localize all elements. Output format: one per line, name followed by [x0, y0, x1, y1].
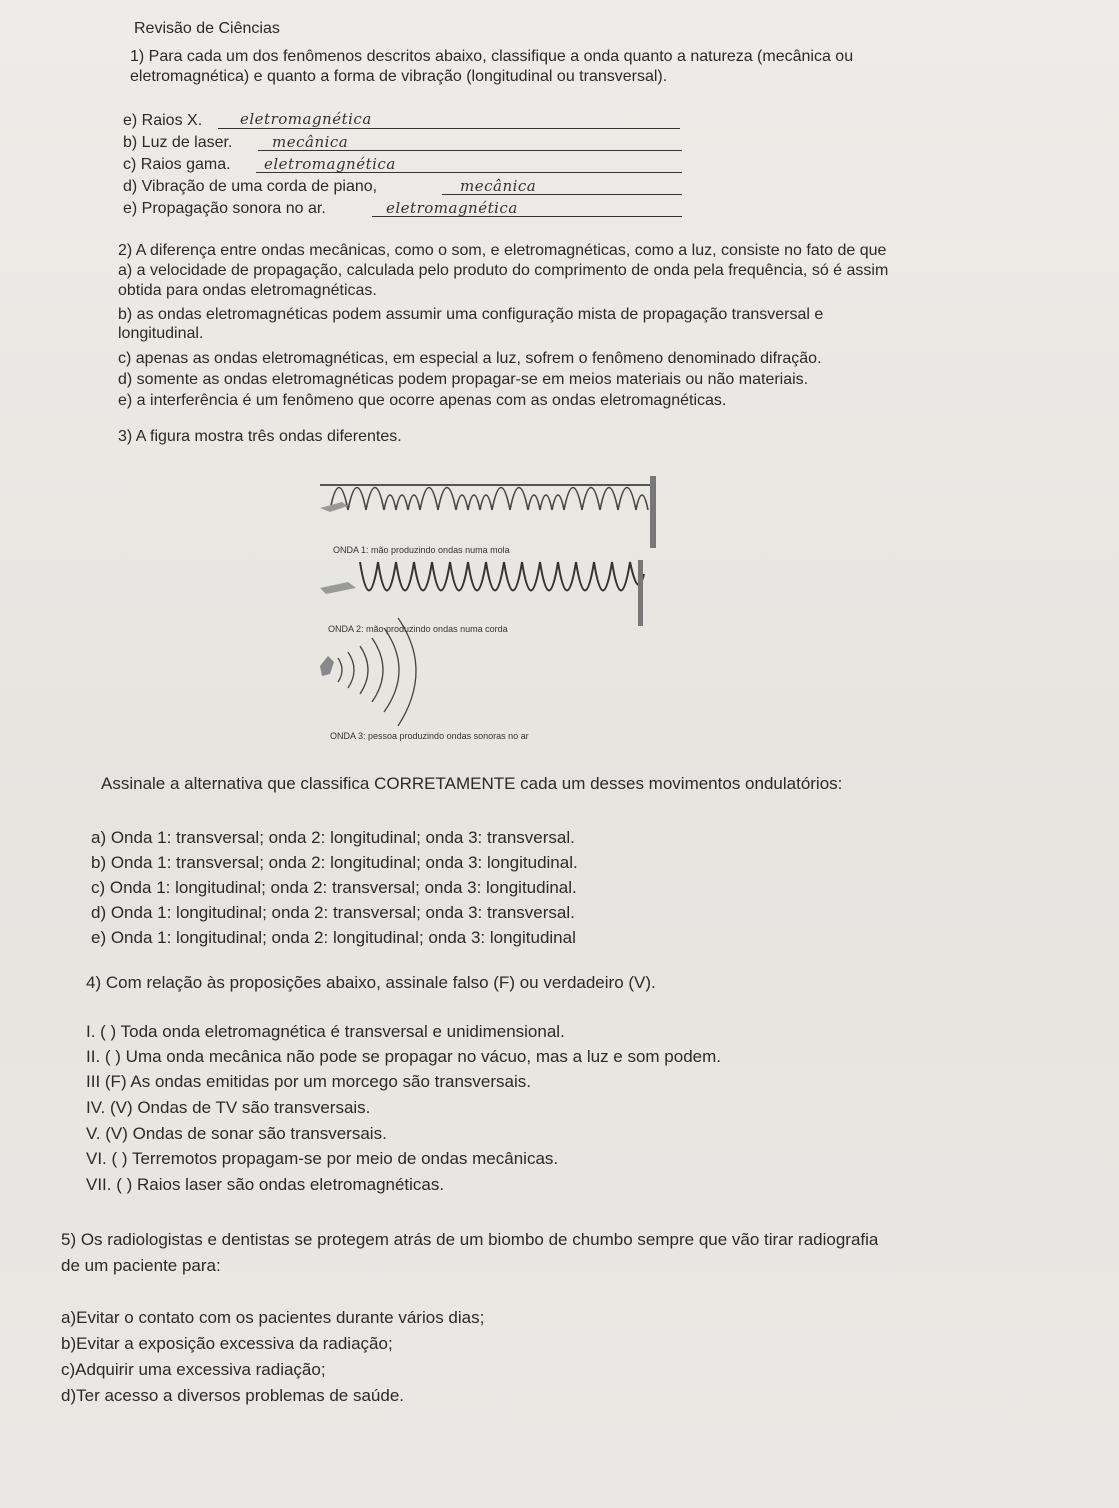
q5-option-c: c)Adquirir uma excessiva radiação;	[61, 1360, 326, 1379]
figure-caption-wave1: ONDA 1: mão produzindo ondas numa mola	[333, 545, 510, 555]
q3-option-e: e) Onda 1: longitudinal; onda 2: longitudinal; onda 3: longitudinal	[91, 928, 576, 947]
q1-handwritten-answer: eletromagnética	[264, 155, 396, 173]
figure-caption-wave2: ONDA 2: mão produzindo ondas numa corda	[328, 624, 508, 634]
q4-prompt: 4) Com relação às proposições abaixo, assinale falso (F) ou verdadeiro (V).	[86, 973, 656, 992]
q3-instruction: Assinale a alternativa que classifica CORRETAMENTE cada um desses movimentos ondulatórios:	[101, 774, 843, 793]
q1-handwritten-answer: mecânica	[460, 177, 537, 195]
q3-option-b: b) Onda 1: transversal; onda 2: longitudinal; onda 3: longitudinal.	[91, 853, 578, 872]
q3-prompt: 3) A figura mostra três ondas diferentes.	[118, 428, 402, 445]
q5-option-d: d)Ter acesso a diversos problemas de saúde.	[61, 1386, 405, 1405]
q1-item-label: e) Raios X.	[123, 112, 203, 129]
q1-prompt-line2: eletromagnética) e quanto a forma de vibração (longitudinal ou transversal).	[130, 68, 668, 85]
q5-prompt-line1: 5) Os radiologistas e dentistas se protegem atrás de um biombo de chumbo sempre que vão tirar radiografia	[61, 1230, 879, 1249]
q2-option-e: e) a interferência é um fenômeno que ocorre apenas com as ondas eletromagnéticas.	[118, 392, 727, 409]
q2-option-b-line2: longitudinal.	[118, 325, 204, 342]
q1-item-label: e) Propagação sonora no ar.	[123, 200, 326, 217]
q5-prompt-line2: de um paciente para:	[61, 1256, 221, 1275]
q4-item: VII. ( ) Raios laser são ondas eletromagnéticas.	[86, 1175, 445, 1194]
q4-item: V. (V) Ondas de sonar são transversais.	[86, 1124, 387, 1143]
sound-wave-illustration	[320, 618, 416, 726]
q2-option-c: c) apenas as ondas eletromagnéticas, em especial a luz, sofrem o fenômeno denominado difração.	[118, 350, 822, 367]
q4-item: II. ( ) Uma onda mecânica não pode se propagar no vácuo, mas a luz e som podem.	[86, 1047, 722, 1066]
q3-option-a: a) Onda 1: transversal; onda 2: longitudinal; onda 3: transversal.	[91, 828, 575, 847]
q2-option-a-line2: obtida para ondas eletromagnéticas.	[118, 282, 377, 299]
q2-option-b-line1: b) as ondas eletromagnéticas podem assumir uma configuração mista de propagação transversal e	[118, 306, 824, 323]
q4-item: III (F) As ondas emitidas por um morcego são transversais.	[86, 1072, 532, 1091]
page-title: Revisão de Ciências	[134, 20, 280, 37]
q1-handwritten-answer: eletromagnética	[386, 199, 518, 217]
q1-prompt-line1: 1) Para cada um dos fenômenos descritos abaixo, classifique a onda quanto a natureza (mecânica ou	[130, 48, 854, 65]
q1-item-label: c) Raios gama.	[123, 156, 231, 173]
waves-figure	[300, 470, 680, 750]
answer-line	[218, 128, 680, 129]
rope-wave-illustration	[320, 560, 644, 626]
q1-handwritten-answer: eletromagnética	[240, 110, 372, 128]
q2-option-d: d) somente as ondas eletromagnéticas podem propagar-se em meios materiais ou não materiais.	[118, 371, 809, 388]
q4-item: VI. ( ) Terremotos propagam-se por meio de ondas mecânicas.	[86, 1149, 559, 1168]
q3-option-d: d) Onda 1: longitudinal; onda 2: transversal; onda 3: transversal.	[91, 903, 575, 922]
q2-option-a-line1: a) a velocidade de propagação, calculada pelo produto do comprimento de onda pela frequência, só é assim	[118, 262, 889, 279]
q4-item: IV. (V) Ondas de TV são transversais.	[86, 1098, 371, 1117]
q3-option-c: c) Onda 1: longitudinal; onda 2: transversal; onda 3: longitudinal.	[91, 878, 577, 897]
q1-item-label: d) Vibração de uma corda de piano,	[123, 178, 378, 195]
q5-option-b: b)Evitar a exposição excessiva da radiação;	[61, 1334, 393, 1353]
q4-item: I. ( ) Toda onda eletromagnética é transversal e unidimensional.	[86, 1022, 565, 1041]
q5-option-a: a)Evitar o contato com os pacientes durante vários dias;	[61, 1308, 485, 1327]
spring-wave-illustration	[320, 476, 656, 548]
q2-prompt: 2) A diferença entre ondas mecânicas, como o som, e eletromagnéticas, como a luz, consiste no fato de que	[118, 242, 887, 259]
q1-item-label: b) Luz de laser.	[123, 134, 233, 151]
figure-caption-wave3: ONDA 3: pessoa produzindo ondas sonoras no ar	[330, 731, 529, 741]
q1-handwritten-answer: mecânica	[272, 133, 349, 151]
